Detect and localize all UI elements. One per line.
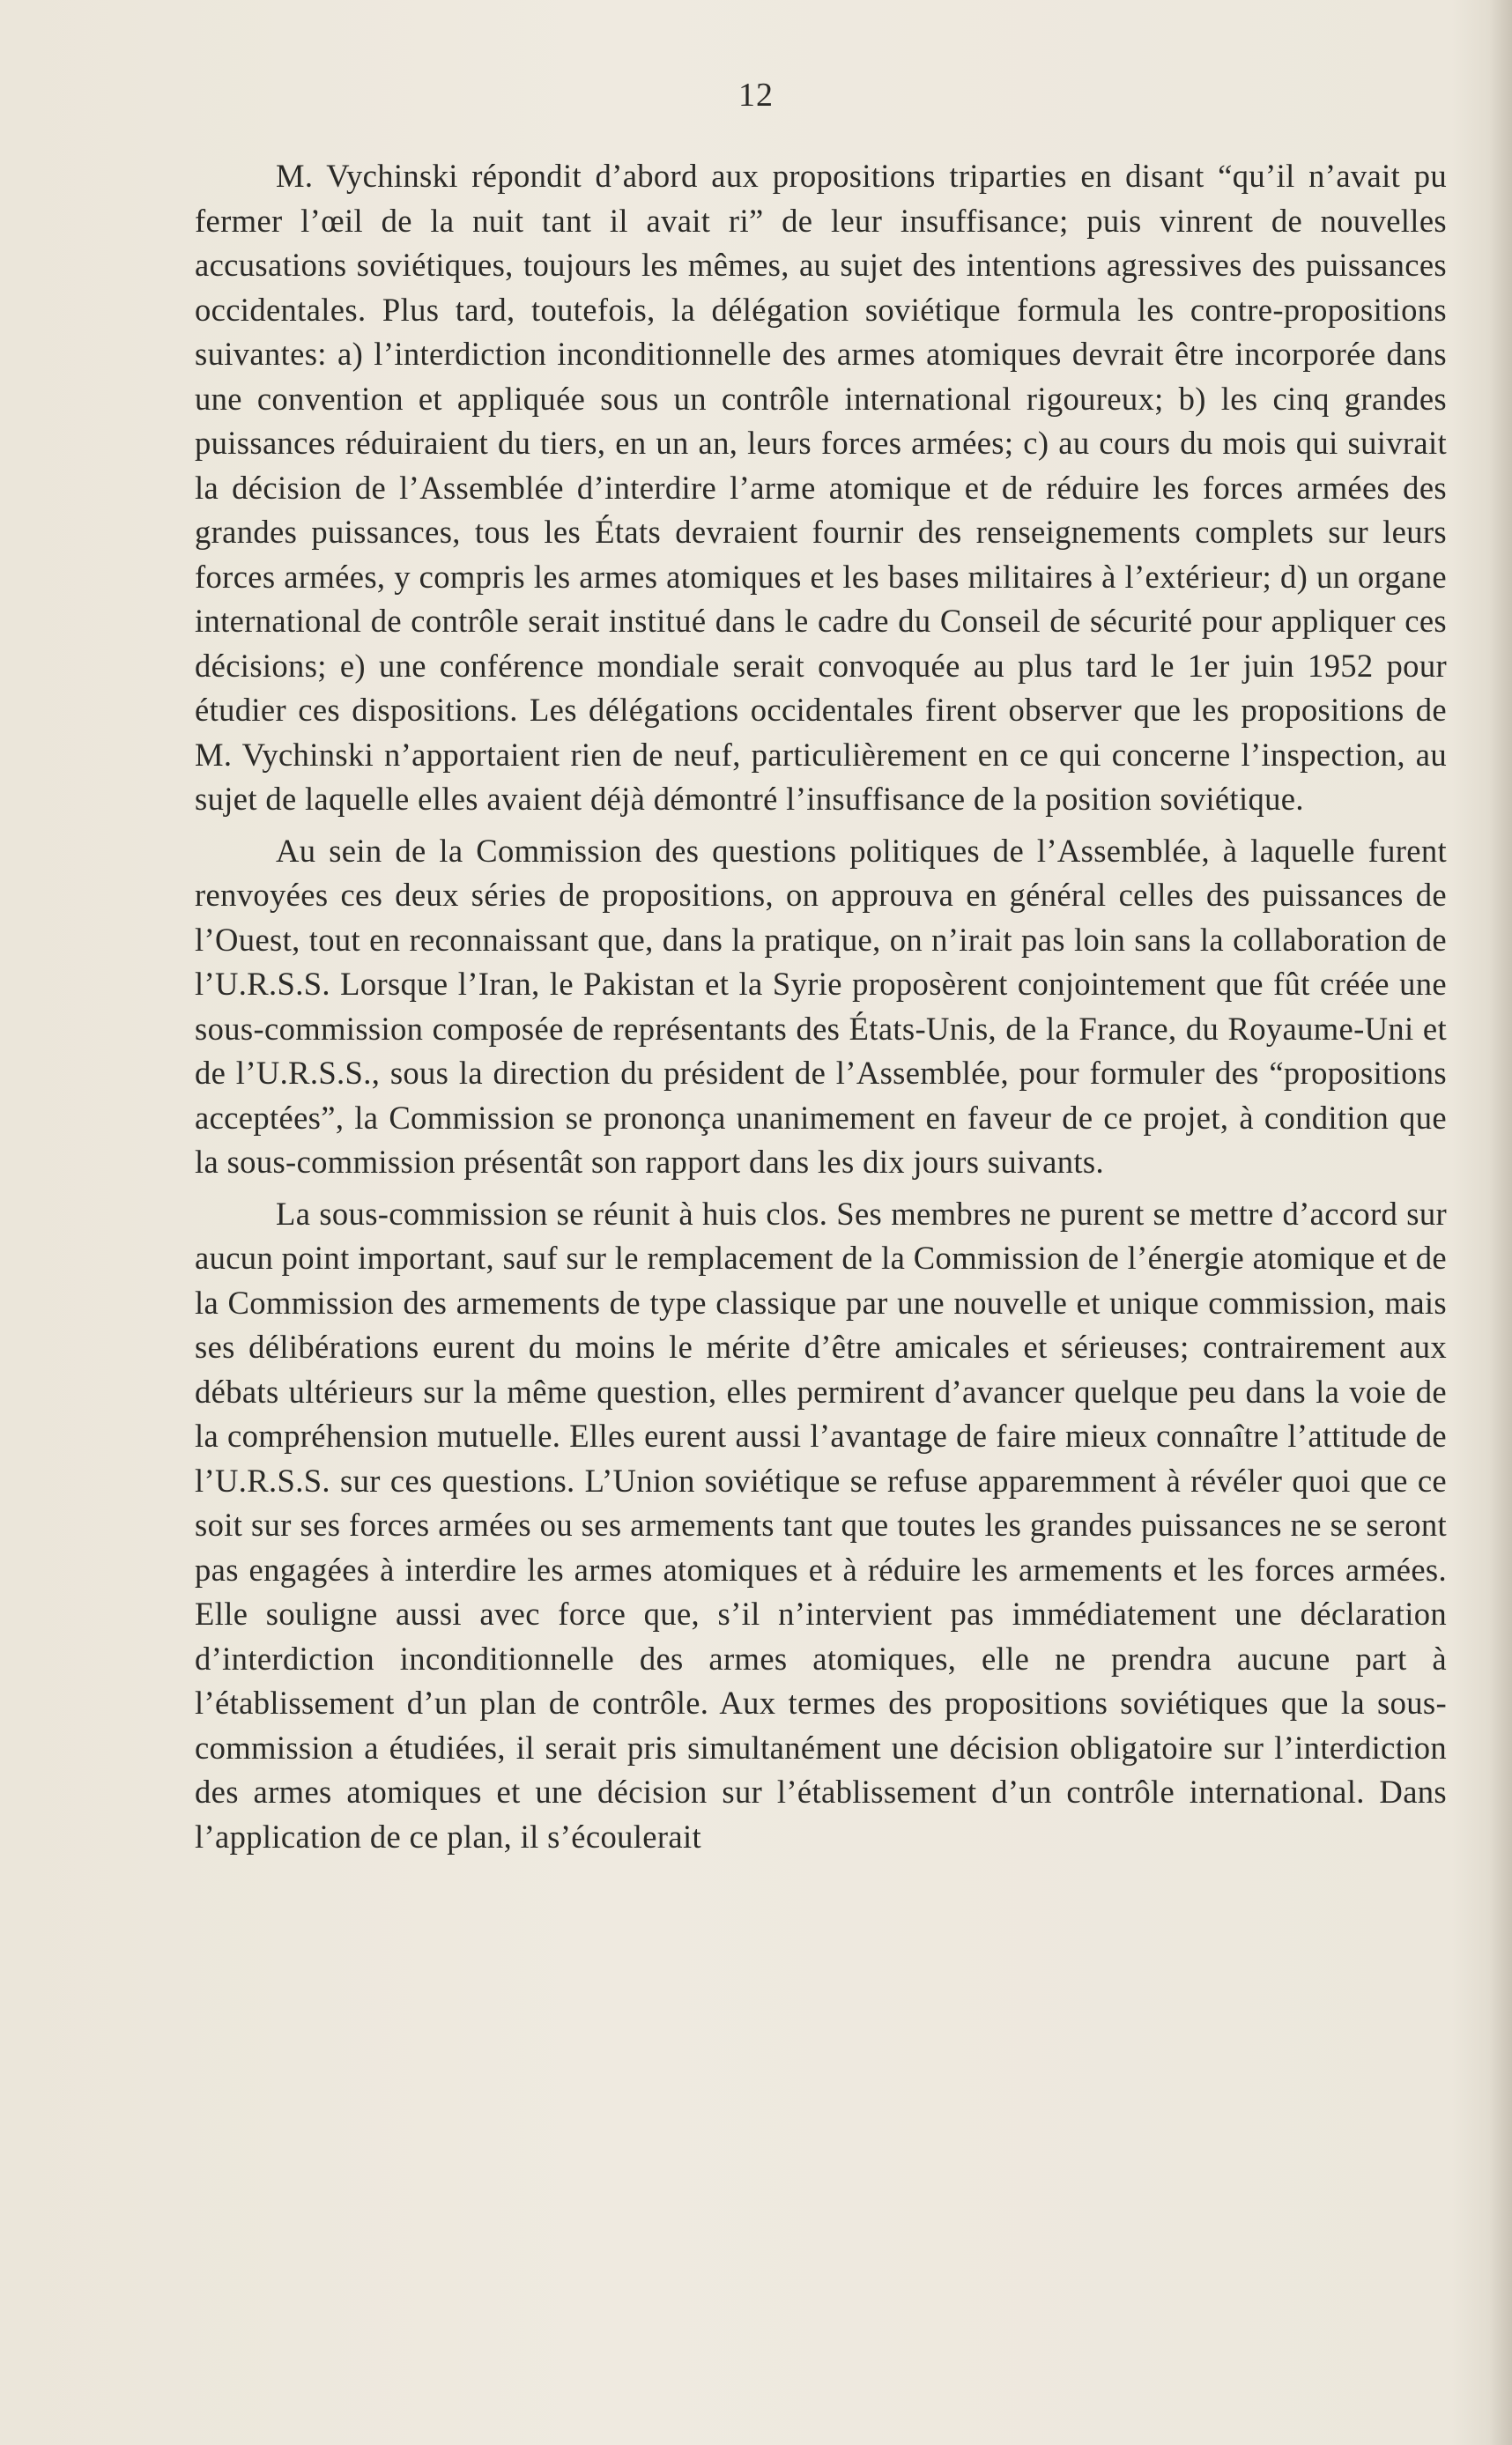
- paragraph-1: M. Vychinski répondit d’abord aux propositions triparties en disant “qu’il n’avait pu fermer l’œil de la nuit tant il avait ri” de leur insuffisance; puis vinrent de nouvelles accusations soviétiques, toujours les mêmes, au sujet des intentions agressives des puissances occidentales. Plus tard, toutefois, la délégation soviétique formula les contre-propositions suivantes: a) l’interdiction inconditionnelle des armes atomiques devrait être incorporée dans une convention et appliquée sous un contrôle international rigoureux; b) les cinq grandes puissances réduiraient du tiers, en un an, leurs forces armées; c) au cours du mois qui suivrait la décision de l’Assemblée d’interdire l’arme atomique et de réduire les forces armées des grandes puissances, tous les États devraient fournir des renseignements complets sur leurs forces armées, y compris les armes atomiques et les bases militaires à l’extérieur; d) un organe international de contrôle serait institué dans le cadre du Conseil de sécurité pour appliquer ces décisions; e) une conférence mondiale serait convoquée au plus tard le 1er juin 1952 pour étudier ces dispositions. Les délégations occidentales firent observer que les propositions de M. Vychinski n’apportaient rien de neuf, particulièrement en ce qui concerne l’inspection, au sujet de laquelle elles avaient déjà démontré l’insuffisance de la position soviétique.: [195, 158, 1447, 817]
- paragraph-2: Au sein de la Commission des questions politiques de l’Assemblée, à laquelle furent renvoyées ces deux séries de propositions, on approuva en général celles des puissances de l’Ouest, tout en reconnaissant que, dans la pratique, on n’irait pas loin sans la collaboration de l’U.R.S.S. Lorsque l’Iran, le Pakistan et la Syrie proposèrent conjointement que fût créée une sous-commission composée de représentants des États-Unis, de la France, du Royaume-Uni et de l’U.R.S.S., sous la direction du président de l’Assemblée, pour formuler des “propositions acceptées”, la Commission se prononça unanimement en faveur de ce projet, à condition que la sous-commission présentât son rapport dans les dix jours suivants.: [195, 832, 1447, 1180]
- body-text: [195, 154, 1447, 1859]
- page-edge-shadow: [1489, 0, 1512, 2445]
- page-number: 12: [738, 77, 774, 114]
- paragraph-3: La sous-commission se réunit à huis clos. Ses membres ne purent se mettre d’accord sur aucun point important, sauf sur le remplacement de la Commission de l’énergie atomique et de la Commission des armements de type classique par une nouvelle et unique commission, mais ses délibérations eurent du moins le mérite d’être amicales et sérieuses; contrairement aux débats ultérieurs sur la même question, elles permirent d’avancer quelque peu dans la voie de la compréhension mutuelle. Elles eurent aussi l’avantage de faire mieux connaître l’attitude de l’U.R.S.S. sur ces questions. L’Union soviétique se refuse apparemment à révéler quoi que ce soit sur ses forces armées ou ses armements tant que toutes les grandes puissances ne se seront pas engagées à interdire les armes atomiques et à réduire les armements et les forces armées. Elle souligne aussi avec force que, s’il n’intervient pas immédiatement une déclaration d’interdiction inconditionnelle des armes atomiques, elle ne prendra aucune part à l’établissement d’un plan de contrôle. Aux termes des propositions soviétiques que la sous-commission a étudiées, il serait pris simultanément une décision obligatoire sur l’interdiction des armes atomiques et une décision sur l’établissement d’un contrôle international. Dans l’application de ce plan, il s’écoulerait: [195, 1195, 1447, 1855]
